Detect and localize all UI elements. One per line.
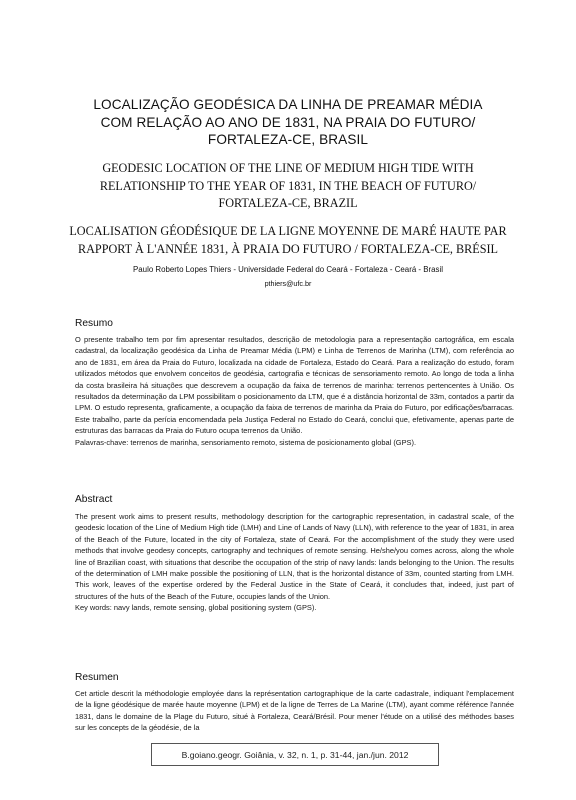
title-en-line: FORTALEZA-CE, BRAZIL <box>218 196 358 210</box>
title-fr-line: RAPPORT À L'ANNÉE 1831, À PRAIA DO FUTURO / FORTALEZA-CE, BRÉSIL <box>77 241 499 256</box>
resumo-body: O presente trabalho tem por fim apresentar resultados, descrição de metodologia para a representação cartográfica, em escala cadastral, da localização geodésica da Linha de Preamar Média (LPM) e Linha de Terrenos de Marinha (LTM), com referência ao ano de 1831, em área da Praia do Futuro, localizada na cidade de Fortaleza, Estado do Ceará. Para a realização do estudo, foram utilizados métodos que envolvem conceitos de geodésia, cartografia e técnicas de sensoriamento remoto. Ao longo de toda a linha da costa brasileira há situações que descrevem a ocupação da faixa de terrenos de marinha: terrenos pertencentes à União. Os resultados da determinação da LPM possibilitam o posicionamento da LTM, que é a distância horizontal de 33m, contados a partir da LPM. O estudo representa, graficamente, a ocupação da faixa de terrenos de marinha da Praia do Futuro, por edificações/barracas. Este trabalho, parte da perícia encomendada pela Justiça Federal no Estado do Ceará, conclui que, efetivamente, apenas parte de estruturas das barracas da Praia do Futuro ocupa terrenos da União. <box>75 335 514 436</box>
title-en-line: RELATIONSHIP TO THE YEAR OF 1831, IN THE BEACH OF FUTURO/ <box>99 178 477 193</box>
resumo-keywords: Palavras-chave: terrenos de marinha, sensoriamento remoto, sistema de posicionamento global (GPS). <box>75 437 417 447</box>
resumen-body: Cet article descrit la méthodologie employée dans la représentation cartographique de la carte cadastrale, indiquant l'emplacement de la ligne géodésique de marée haute moyenne (LPM) et de la ligne de Terres de La Marine (LTM), ayant comme référence l'année 1831, dans le domaine de la Plage du Futuro, situé à Fortaleza, Ceará/Brésil. Pour mener l'étude on a utilisé des méthodes bases sur les concepts de la géodésie, de la <box>75 689 514 733</box>
author-line: Paulo Roberto Lopes Thiers - Universidade Federal do Ceará - Fortaleza - Ceará - Brasil <box>133 265 443 274</box>
resumen-heading: Resumen <box>75 672 119 683</box>
abstract-body: The present work aims to present results, methodology description for the cartographic representation, in cadastral scale, of the geodesic location of the Line of Medium High tide (LMH) and Line of Lands of Navy (LLN), with reference to the year of 1831, in area of the Beach of the Future, located in the city of Fortaleza, state of Ceará. For the accomplishment of the study they were used methods that involve geodesy concepts, cartography and techniques of remote sensing. He/she/you comes across, along the whole line of Brazilian coast, with situations that describe the occupation of the strip of navy lands: lands belonging to the Union. The results of the determination of LMH make possible the positioning of LLN, that is the horizontal distance of 33m, counted starting from LMH. This work, leaves of the expertise ordered by the Federal Justice in the State of Ceará, it concludes that, indeed, just part of structures of the huts of the Beach of the Future, occupies lands of the Union. <box>75 512 514 601</box>
abstract-keywords: Key words: navy lands, remote sensing, global positioning system (GPS). <box>75 603 317 613</box>
resumo-heading: Resumo <box>75 318 113 329</box>
title-portuguese <box>60 96 516 149</box>
title-fr-line: LOCALISATION GÉODÉSIQUE DE LA LIGNE MOYENNE DE MARÉ HAUTE PAR <box>69 224 507 238</box>
title-english <box>60 160 516 213</box>
resumen-section <box>75 688 514 734</box>
title-french <box>60 223 516 258</box>
abstract-section <box>75 511 514 614</box>
title-en-line: GEODESIC LOCATION OF THE LINE OF MEDIUM HIGH TIDE WITH <box>102 161 474 175</box>
abstract-heading: Abstract <box>75 494 113 505</box>
resumo-section <box>75 334 514 448</box>
title-pt-line: LOCALIZAÇÃO GEODÉSICA DA LINHA DE PREAMAR MÉDIA <box>93 97 483 112</box>
journal-footer: B.goiano.geogr. Goiânia, v. 32, n. 1, p. 31-44, jan./jun. 2012 <box>151 743 439 766</box>
author-email: pthiers@ufc.br <box>264 279 312 288</box>
title-pt-line: FORTALEZA-CE, BRASIL <box>207 132 369 147</box>
title-pt-line: COM RELAÇÃO AO ANO DE 1831, NA PRAIA DO FUTURO/ <box>100 114 476 130</box>
